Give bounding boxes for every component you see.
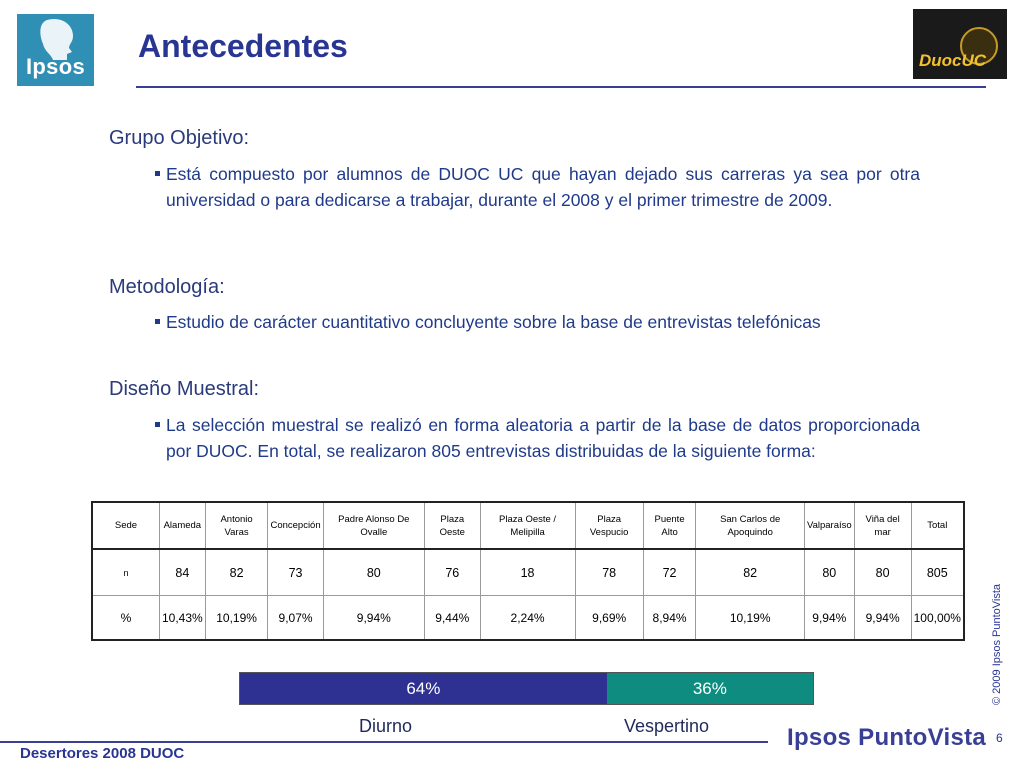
ipsos-logo-text: Ipsos (26, 54, 85, 79)
table-cell: 2,24% (480, 596, 575, 641)
table-header-row (92, 502, 964, 549)
bullet-icon (155, 422, 160, 427)
table-header-cell: Plaza Oeste (425, 502, 481, 549)
table-cell: 9,44% (425, 596, 481, 641)
table-cell: 9,69% (575, 596, 643, 641)
table-row-n (92, 549, 964, 596)
table-header-cell: Viña del mar (854, 502, 911, 549)
table-header-cell: Total (911, 502, 964, 549)
footer-brand-logo: Ipsos PuntoVista (787, 724, 987, 751)
table-cell: 8,94% (643, 596, 696, 641)
table-cell: 72 (643, 549, 696, 596)
table-cell: 76 (425, 549, 481, 596)
bullet-text-metodologia: Estudio de carácter cuantitativo concluyente sobre la base de entrevistas telefónicas (166, 312, 821, 332)
table-cell: 82 (205, 549, 268, 596)
table-cell: 805 (911, 549, 964, 596)
table-cell: 80 (854, 549, 911, 596)
section-heading-metodologia: Metodología: (109, 276, 225, 298)
bullet-icon (155, 171, 160, 176)
table-header-cell: Padre Alonso De Ovalle (323, 502, 424, 549)
section-heading-grupo: Grupo Objetivo: (109, 127, 250, 149)
shift-split-bar (239, 672, 814, 705)
page-number: 6 (996, 731, 1003, 745)
table-cell: 84 (160, 549, 206, 596)
bar-segment-vespertino: 36% (607, 673, 813, 704)
title-divider (136, 86, 986, 88)
page-title: Antecedentes (138, 28, 348, 64)
bullet-text-diseno: La selección muestral se realizó en forma aleatoria a partir de la base de datos proporcionada por DUOC. En total, se realizaron 805 entrevistas distribuidas de la siguiente forma: (166, 415, 920, 461)
table-cell: 73 (268, 549, 323, 596)
bar-label-vespertino: Vespertino (624, 716, 710, 736)
copyright-notice: © 2009 Ipsos PuntoVista (991, 583, 1003, 705)
table-cell: 82 (696, 549, 805, 596)
footer-divider (0, 741, 768, 743)
table-header-cell: Antonio Varas (205, 502, 268, 549)
table-cell: 9,94% (323, 596, 424, 641)
duoc-logo (913, 9, 1007, 79)
table-header-cell: Puente Alto (643, 502, 696, 549)
table-cell: 9,07% (268, 596, 323, 641)
table-header-cell: Concepción (268, 502, 323, 549)
table-cell: 9,94% (804, 596, 854, 641)
table-header-cell: Valparaíso (804, 502, 854, 549)
sample-distribution-table (91, 501, 965, 641)
table-header-cell: San Carlos de Apoquindo (696, 502, 805, 549)
table-cell: 18 (480, 549, 575, 596)
table-cell: 10,19% (205, 596, 268, 641)
footer-title: Desertores 2008 DUOC (20, 745, 185, 762)
bar-segment-diurno: 64% (240, 673, 607, 704)
bullet-text-grupo: Está compuesto por alumnos de DUOC UC que hayan dejado sus carreras ya sea por otra universidad o para dedicarse a trabajar, durante el 2008 y el primer trimestre de 2009. (166, 164, 920, 210)
table-cell: 100,00% (911, 596, 964, 641)
table-header-cell: Plaza Oeste / Melipilla (480, 502, 575, 549)
ipsos-logo (17, 14, 94, 86)
section-heading-diseno: Diseño Muestral: (109, 378, 260, 400)
table-header-cell: Sede (92, 502, 160, 549)
table-header-cell: Alameda (160, 502, 206, 549)
table-cell: 9,94% (854, 596, 911, 641)
bullet-icon (155, 319, 160, 324)
table-cell: % (92, 596, 160, 641)
table-row-percent (92, 596, 964, 641)
table-cell: 10,43% (160, 596, 206, 641)
table-cell: 80 (323, 549, 424, 596)
table-cell: n (92, 549, 160, 596)
duoc-logo-text: DuocUC (919, 51, 987, 70)
table-cell: 10,19% (696, 596, 805, 641)
table-header-cell: Plaza Vespucio (575, 502, 643, 549)
bar-label-diurno: Diurno (359, 716, 413, 736)
table-cell: 80 (804, 549, 854, 596)
table-cell: 78 (575, 549, 643, 596)
